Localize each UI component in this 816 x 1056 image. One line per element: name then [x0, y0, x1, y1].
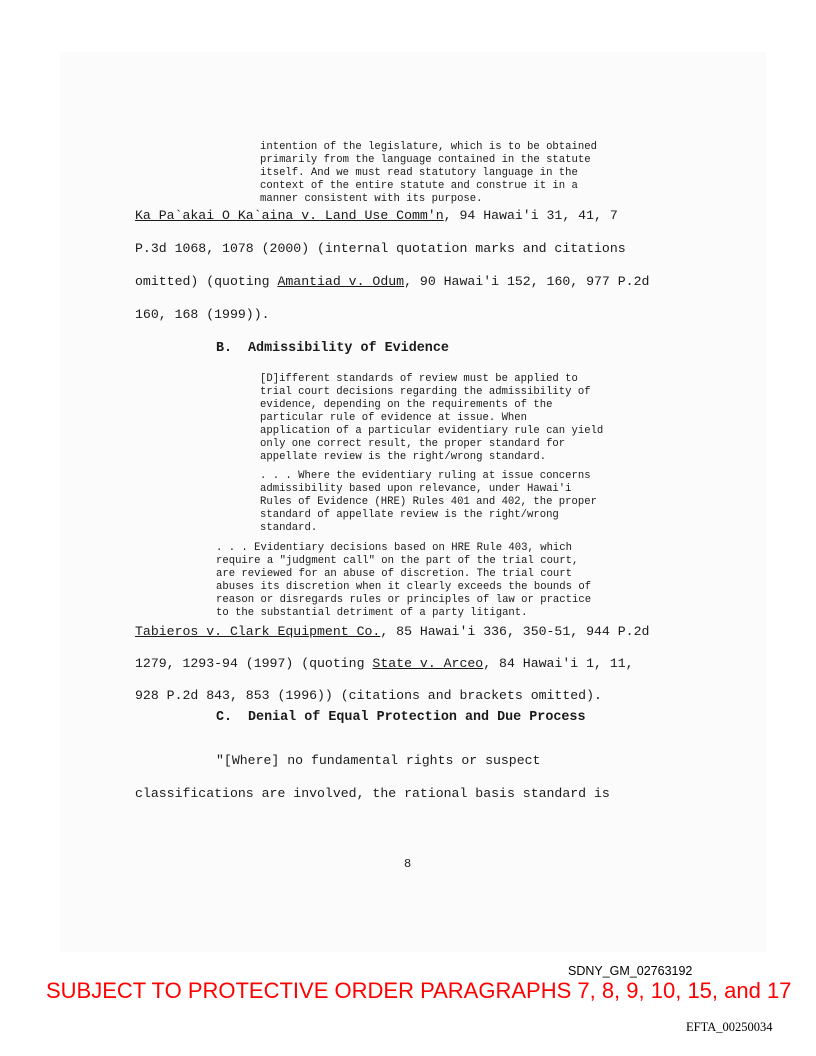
quote-line: [D]ifferent standards of review must be applied to [260, 373, 578, 385]
case-name-amantiad: Amantiad v. Odum [277, 274, 405, 289]
section-title: Denial of Equal Protection and Due Process [248, 710, 586, 725]
case-name-tabieros: Tabieros v. Clark Equipment Co. [135, 624, 381, 639]
block-quote-rule-403 [216, 542, 591, 620]
bates-number: SDNY_GM_02763192 [568, 964, 693, 978]
section-title: Admissibility of Evidence [248, 341, 449, 356]
quote-line: manner consistent with its purpose. [260, 193, 483, 205]
quote-line: admissibility based upon relevance, under Hawai'i [260, 483, 572, 495]
quote-line: primarily from the language contained in the statute [260, 154, 591, 166]
section-letter: C. [216, 710, 233, 725]
section-letter: B. [216, 341, 233, 356]
body-paragraph [135, 744, 610, 810]
citation-tabieros [135, 616, 649, 712]
quote-line: reason or disregards rules or principles of law or practice [216, 594, 592, 606]
quote-line: trial court decisions regarding the admissibility of [260, 386, 591, 398]
citation-line: Tabieros v. Clark Equipment Co., 85 Hawai'i 336, 350-51, 944 P.2d [135, 624, 650, 639]
quote-line: appellate review is the right/wrong standard. [260, 451, 547, 463]
quote-line: to the substantial detriment of a party litigant. [216, 607, 528, 619]
quote-line: context of the entire statute and construe it in a [260, 180, 578, 192]
quote-line: evidence, depending on the requirements of the [260, 399, 553, 411]
quote-line: are reviewed for an abuse of discretion. The trial court [216, 568, 573, 580]
paragraph-line: classifications are involved, the rational basis standard is [135, 786, 610, 801]
citation-line: Ka Pa`akai O Ka`aina v. Land Use Comm'n, 94 Hawai'i 31, 41, 7 [135, 208, 618, 223]
quote-line: require a "judgment call" on the part of the trial court, [216, 555, 579, 567]
section-heading-b [216, 341, 449, 356]
protective-order-stamp: SUBJECT TO PROTECTIVE ORDER PARAGRAPHS 7, 8, 9, 10, 15, and 17 [46, 978, 792, 1003]
quote-line: application of a particular evidentiary rule can yield [260, 425, 604, 437]
paragraph-line: "[Where] no fundamental rights or suspect [216, 753, 541, 768]
citation-line: 160, 168 (1999)). [135, 307, 270, 322]
quote-line: Rules of Evidence (HRE) Rules 401 and 402, the proper [260, 496, 597, 508]
case-name-arceo: State v. Arceo [372, 656, 484, 671]
block-quote-standards [260, 373, 603, 464]
citation-ka-paakai [135, 199, 649, 331]
page-number: 8 [404, 857, 412, 871]
case-name-ka-paakai: Ka Pa`akai O Ka`aina v. Land Use Comm'n [135, 208, 444, 223]
citation-line: 928 P.2d 843, 853 (1996)) (citations and brackets omitted). [135, 688, 602, 703]
block-quote-relevance [260, 470, 597, 535]
citation-line: omitted) (quoting Amantiad v. Odum, 90 Hawai'i 152, 160, 977 P.2d [135, 274, 650, 289]
quote-line: particular rule of evidence at issue. When [260, 412, 528, 424]
quote-line: standard. [260, 522, 318, 534]
quote-line: standard of appellate review is the right/wrong [260, 509, 559, 521]
section-heading-c [216, 710, 586, 725]
quote-line: itself. And we must read statutory language in the [260, 167, 578, 179]
quote-line: . . . Where the evidentiary ruling at issue concerns [260, 470, 591, 482]
quote-line: abuses its discretion when it clearly exceeds the bounds of [216, 581, 592, 593]
quote-line: intention of the legislature, which is to be obtained [260, 141, 597, 153]
quote-line: . . . Evidentiary decisions based on HRE Rule 403, which [216, 542, 573, 554]
citation-line: 1279, 1293-94 (1997) (quoting State v. Arceo, 84 Hawai'i 1, 11, [135, 656, 634, 671]
efta-number: EFTA_00250034 [686, 1020, 773, 1034]
quote-line: only one correct result, the proper standard for [260, 438, 566, 450]
citation-line: P.3d 1068, 1078 (2000) (internal quotation marks and citations [135, 241, 626, 256]
block-quote-statutory [260, 141, 597, 206]
